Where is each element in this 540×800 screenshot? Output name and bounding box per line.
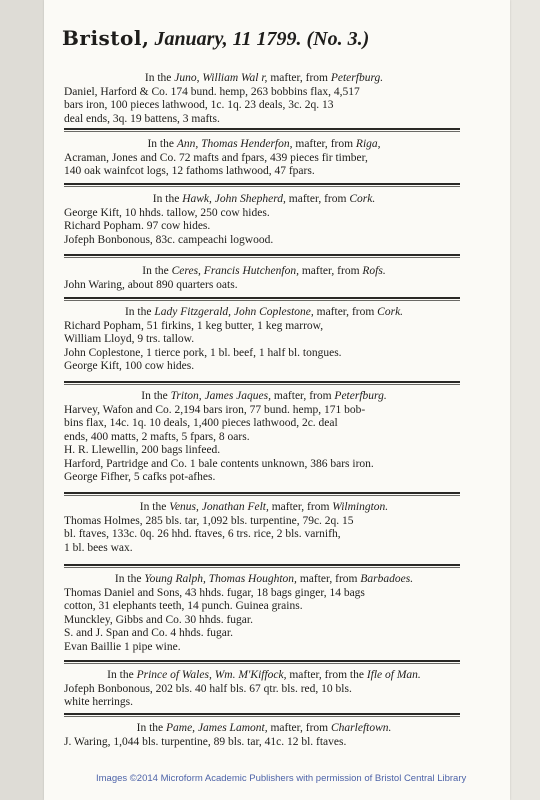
copyright-footer: Images ©2014 Microform Academic Publishers with permission of Bristol Central Library (96, 773, 467, 784)
cargo-line: George Kift, 100 cow hides. (64, 360, 195, 372)
cargo-line: Daniel, Harford & Co. 174 bund. hemp, 263 bobbins flax, 4,517 (64, 85, 360, 98)
vessel-name: Prince of Wales, (136, 669, 212, 681)
divider-rule (64, 660, 460, 664)
manifest-entry (64, 193, 464, 247)
cargo-line: bars iron, 100 pieces lathwood, 1c. 1q. 23 deals, 3c. 2q. 13 (64, 99, 334, 111)
cargo-line: bl. ftaves, 133c. 0q. 26 hhd. ftaves, 6 trs. rice, 2 bls. varnifh, (64, 528, 341, 540)
divider-rule (64, 564, 460, 568)
cargo-line: William Lloyd, 9 trs. tallow. (64, 333, 195, 345)
origin-port: Charleftown. (331, 722, 392, 734)
entry-header: In the Young Ralph, Thomas Houghton, mafter, from Barbadoes. (114, 573, 414, 585)
entry-header: In the Venus, Jonathan Felt, mafter, from Wilmington. (139, 501, 389, 513)
cargo-line: Harvey, Wafon and Co. 2,194 bars iron, 77 bund. hemp, 171 bob- (64, 403, 366, 416)
entry-header: In the Hawk, John Shepherd, mafter, from Cork. (152, 193, 376, 205)
origin-port: Wilmington. (332, 501, 389, 513)
cargo-line: S. and J. Span and Co. 4 hhds. fugar. (64, 627, 233, 639)
cargo-line: John Coplestone, 1 tierce pork, 1 bl. beef, 1 half bl. tongues. (64, 346, 342, 359)
title-date: January, 11 1799. (154, 28, 302, 50)
origin-port: Ifle of Man. (366, 669, 421, 681)
vessel-name: Ann, (176, 138, 199, 150)
captain-name: John Coplestone, (233, 306, 314, 318)
captain-name: Thomas Houghton, (208, 573, 297, 585)
cargo-line: white herrings. (64, 696, 133, 708)
cargo-line: Acraman, Jones and Co. 72 mafts and fpars, 439 pieces fir timber, (64, 151, 368, 164)
captain-name: Francis Hutchenfon, (203, 265, 299, 277)
vessel-name: Lady Fitzgerald, (154, 306, 232, 318)
origin-port: Rofs. (362, 265, 386, 277)
entry-header: In the Pame, James Lamont, mafter, from Charleftown. (136, 722, 392, 734)
divider-rule (64, 128, 460, 132)
origin-port: Peterfburg. (330, 72, 384, 84)
cargo-line: Richard Popham. 97 cow hides. (64, 220, 211, 232)
cargo-line: Thomas Holmes, 285 bls. tar, 1,092 bls. turpentine, 79c. 2q. 15 (64, 514, 354, 527)
manifest-entry (64, 138, 464, 179)
cargo-line: deal ends, 3q. 19 battens, 3 mafts. (64, 112, 220, 125)
cargo-line: Evan Baillie 1 pipe wine. (64, 640, 181, 653)
divider-rule (64, 713, 460, 717)
cargo-line: Munckley, Gibbs and Co. 30 hhds. fugar. (64, 613, 253, 626)
captain-name: Wm. M'Kiffock, (214, 669, 287, 681)
cargo-line: John Waring, about 890 quarters oats. (64, 278, 238, 291)
cargo-line: 1 bl. bees wax. (64, 541, 133, 554)
divider-rule (64, 381, 460, 385)
captain-name: James Jaques, (204, 390, 271, 402)
manifest-entry (64, 390, 464, 485)
page-title (62, 26, 462, 51)
title-number: (No. 3.) (306, 28, 370, 50)
cargo-line: Richard Popham, 51 firkins, 1 keg butter, 1 keg marrow, (64, 319, 324, 332)
vessel-name: Triton, (170, 390, 202, 402)
entry-header: In the Ceres, Francis Hutchenfon, mafter, from Rofs. (142, 265, 386, 277)
title-city: Bristol, (62, 26, 150, 50)
divider-rule (64, 492, 460, 496)
cargo-line: J. Waring, 1,044 bls. turpentine, 89 bls. tar, 41c. 12 bl. ftaves. (64, 735, 347, 748)
cargo-line: cotton, 31 elephants teeth, 14 punch. Guinea grains. (64, 600, 303, 612)
cargo-line: Jofeph Bonbonous, 83c. campeachi logwood. (64, 233, 274, 246)
divider-rule (64, 254, 460, 258)
scan-margin (0, 0, 44, 800)
entry-header: In the Ann, Thomas Henderfon, mafter, from Riga, (147, 138, 381, 150)
vessel-name: Ceres, (171, 265, 201, 277)
origin-port: Riga, (355, 138, 381, 150)
cargo-line: Thomas Daniel and Sons, 43 hhds. fugar, 18 bags ginger, 14 bags (64, 586, 365, 599)
vessel-name: Venus, (169, 501, 199, 513)
cargo-line: H. R. Llewellin, 200 bags linfeed. (64, 444, 221, 456)
captain-name: Thomas Henderfon, (201, 138, 293, 150)
captain-name: Jonathan Felt, (201, 501, 269, 513)
manifest-entry (64, 722, 464, 749)
vessel-name: Pame, (166, 722, 196, 734)
manifest-entry (64, 265, 464, 292)
vessel-name: Juno (174, 72, 197, 84)
cargo-line: George Fifher, 5 cafks pot-afhes. (64, 471, 216, 483)
captain-name: James Lamont, (197, 722, 268, 734)
entry-header: In the Lady Fitzgerald, John Coplestone, mafter, from Cork. (124, 306, 404, 318)
cargo-line: George Kift, 10 hhds. tallow, 250 cow hides. (64, 206, 270, 219)
divider-rule (64, 297, 460, 301)
vessel-name: Young Ralph, (144, 573, 206, 585)
captain-name: William Wal (202, 72, 259, 84)
entry-header: In the Triton, James Jaques, mafter, from Peterfburg. (141, 390, 387, 402)
origin-port: Cork. (377, 306, 404, 318)
cargo-line: Harford, Partridge and Co. 1 bale contents unknown, 386 bars iron. (64, 457, 374, 470)
cargo-line: ends, 400 matts, 2 mafts, 5 fpars, 8 oars. (64, 430, 250, 443)
manifest-entry (64, 501, 464, 555)
manifest-entry (64, 306, 464, 374)
manifest-entry (64, 573, 464, 654)
captain-name: John Shepherd, (214, 193, 286, 205)
cargo-line: Jofeph Bonbonous, 202 bls. 40 half bls. 67 qtr. bls. red, 10 bls. (64, 682, 352, 695)
divider-rule (64, 183, 460, 187)
entry-header: In the Juno, William Wal r, mafter, from Peterfburg. (144, 72, 384, 84)
manifest-entry (64, 669, 464, 710)
origin-port: Cork. (349, 193, 376, 205)
cargo-line: 140 oak wainfcot logs, 12 fathoms lathwood, 47 fpars. (64, 165, 315, 177)
entry-header: In the Prince of Wales, Wm. M'Kiffock, mafter, from the Ifle of Man. (107, 669, 421, 681)
manifest-entry (64, 72, 464, 126)
vessel-name: Hawk, (182, 193, 212, 205)
cargo-line: bins flax, 14c. 1q. 10 deals, 1,400 pieces lathwood, 2c. deal (64, 417, 338, 429)
origin-port: Barbadoes. (360, 573, 414, 585)
origin-port: Peterfburg. (334, 390, 387, 402)
